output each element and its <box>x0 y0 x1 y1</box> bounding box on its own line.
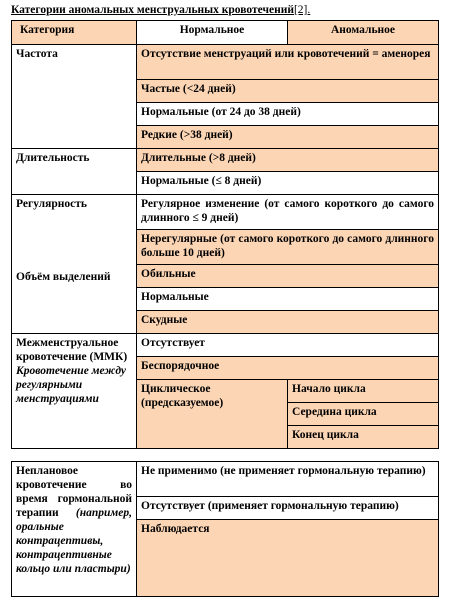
value-irregular: Нерегулярные (от самого короткого до самого длинного больше 10 дней) <box>137 230 439 265</box>
table-row <box>12 45 439 80</box>
value-light: Скудные <box>137 311 439 334</box>
intermenstrual-label: Межменструальное кровотечение (ММК) <box>16 337 128 363</box>
value-heavy: Обильные <box>137 265 439 288</box>
category-regularity-volume <box>12 195 137 334</box>
table-header-row <box>12 21 439 45</box>
value-long: Длительные (>8 дней) <box>137 149 439 172</box>
intermenstrual-description: Кровотечение между регулярными менструациями <box>16 365 126 405</box>
value-frequent: Частые (<24 дней) <box>137 80 439 103</box>
value-frequency-normal: Нормальные (от 24 до 38 дней) <box>137 103 439 126</box>
caption-text: Категории аномальных менструальных кровотечений <box>11 4 294 16</box>
category-frequency: Частота <box>12 45 137 149</box>
table-row <box>12 195 439 230</box>
table-caption <box>11 3 466 17</box>
value-cycle-end: Конец цикла <box>288 426 439 449</box>
header-normal: Нормальное <box>137 21 288 45</box>
unscheduled-description: (например, оральные контрацептивы, контрацептивные кольцо или пластыри) <box>16 507 132 575</box>
value-random: Беспорядочное <box>137 357 439 380</box>
value-amenorrhea: Отсутствие менструаций или кровотечений = аменорея <box>137 45 439 80</box>
value-duration-normal: Нормальные (≤ 8 дней) <box>137 172 439 195</box>
category-intermenstrual <box>12 334 137 449</box>
spacer-cell <box>12 449 439 462</box>
value-cyclic: Циклическое (предсказуемое) <box>137 380 288 449</box>
value-volume-normal: Нормальные <box>137 288 439 311</box>
value-unscheduled-absent: Отсутствует (применяет гормональную терапию) <box>137 497 439 520</box>
value-not-applicable: Не применимо (не применяет гормональную терапию) <box>137 462 439 497</box>
table-spacer-row <box>12 449 439 462</box>
value-cycle-start: Начало цикла <box>288 380 439 403</box>
unscheduled-label: Неплановое кровотечение во время гормональной терапии <box>16 465 132 519</box>
category-volume: Объём выделений <box>16 271 111 283</box>
bleeding-categories-table <box>11 20 439 597</box>
value-cycle-mid: Середина цикла <box>288 403 439 426</box>
table-row <box>12 462 439 497</box>
value-observed: Наблюдается <box>137 520 439 597</box>
value-rare: Редкие (>38 дней) <box>137 126 439 149</box>
category-duration: Длительность <box>12 149 137 195</box>
caption-reference: [2]. <box>293 4 311 16</box>
header-category: Категория <box>12 21 137 45</box>
category-unscheduled <box>12 462 137 597</box>
table-row <box>12 334 439 357</box>
value-regular: Регулярное изменение (от самого короткого до самого длинного ≤ 9 дней) <box>137 195 439 230</box>
value-intermenstrual-absent: Отсутствует <box>137 334 439 357</box>
table-row <box>12 149 439 172</box>
category-regularity: Регулярность <box>16 198 87 210</box>
header-abnormal: Аномальное <box>288 21 439 45</box>
